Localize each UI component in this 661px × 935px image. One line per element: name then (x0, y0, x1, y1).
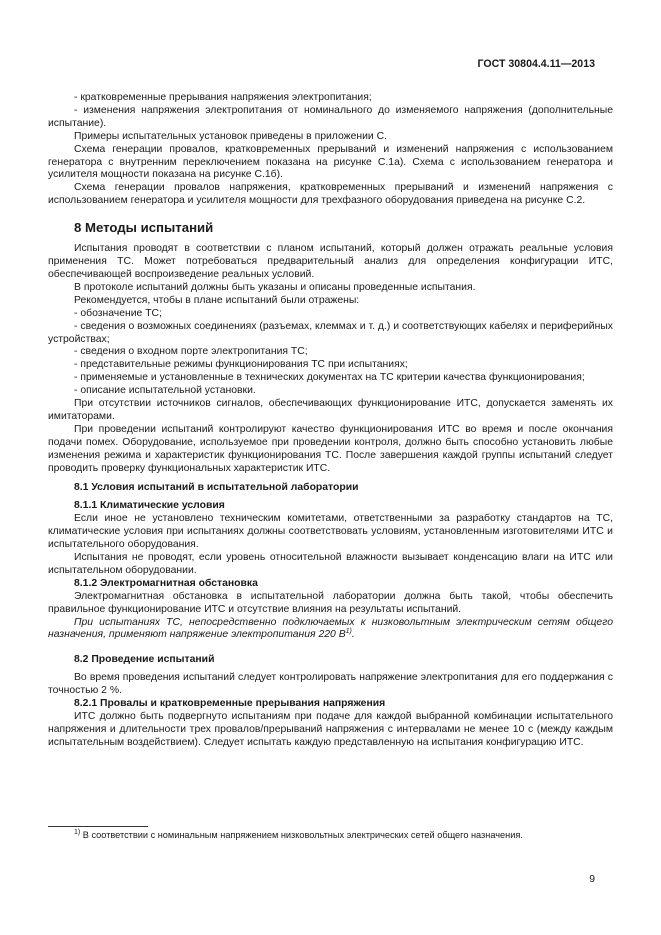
section-8-title: 8 Методы испытаний (74, 220, 214, 236)
s8-paragraph-1: Испытания проводят в соответствии с планом испытаний, который должен отражать реальные условия применения ТС. Может потребоваться предварительный анализ для определения конфигурации ИТС, обеспечивающей воспроизведение реальных условий. (48, 243, 613, 280)
s811-paragraph-1: Если иное не установлено техническим комитетами, ответственными за разработку стандартов на ТС, климатические условия при испытаниях должны соответствовать условиям, установленным изготовителями ИТС и испытательного оборудования. (48, 513, 613, 551)
s8-after-1: При отсутствии источников сигналов, обеспечивающих функционирование ИТС, допускается заменять их имитаторами. (48, 398, 613, 422)
footnote-ref[interactable]: 1) (345, 628, 352, 636)
intro-line-4: Схема генерации провалов, кратковременных прерываний и изменений напряжения с использованием генератора с внутренним переключением показана на рисунке С.1а). Схема с использованием генератора и усилителя мощности показана на рисунке С.1б). (48, 143, 613, 181)
intro-line-3: Примеры испытательных установок приведены в приложении С. (74, 130, 387, 142)
intro-line-2: - изменения напряжения электропитания от номинального до изменяемого напряжения (дополнительные испытание). (48, 104, 613, 129)
s8-list-item-1: - обозначение ТС; (74, 307, 162, 319)
s812-paragraph-2-text: При испытаниях ТС, непосредственно подключаемых к низковольтным электрическим сетям общего назначения, применяют напряжение электропитания 220 В (48, 616, 613, 641)
page-number: 9 (589, 874, 595, 885)
s821-paragraph-1: ИТС должно быть подвергнуто испытаниям при подаче для каждой выбранной комбинации испытательного напряжения и длительности трех провалов/прерываний напряжения с интервалами не менее 10 с (между каждым испытательным воздействием). Следует испытать каждую представленную на испытания конфигурацию ИТС. (48, 710, 613, 748)
footnote-text: В соответствии с номинальным напряжением низковольтных электрических сетей общего назначения. (82, 830, 523, 840)
s812-paragraph-1: Электромагнитная обстановка в испытательной лаборатории должна быть такой, чтобы обеспечить правильное функционирование ИТС и отсутствие влияния на результаты испытаний. (48, 590, 613, 615)
section-8-2-1-title: 8.2.1 Провалы и кратковременные прерывания напряжения (74, 698, 386, 710)
s811-paragraph-2: Испытания не проводят, если уровень относительной влажности вызывает конденсацию влаги на ИТС или испытательном оборудовании. (48, 552, 613, 576)
s8-list-item-4: - представительные режимы функционирования ТС при испытаниях; (74, 359, 408, 371)
section-8-1-title: 8.1 Условия испытаний в испытательной лаборатории (74, 482, 359, 494)
footnote-divider (48, 826, 148, 827)
intro-line-5: Схема генерации провалов напряжения, кратковременных прерываний и изменений напряжения с использованием генератора и усилителя мощности для трехфазного оборудования приведена на рисунке С.2. (48, 182, 613, 207)
section-8-1-1-title: 8.1.1 Климатические условия (74, 500, 225, 512)
document-header: ГОСТ 30804.4.11—2013 (477, 58, 595, 70)
s8-after-2: При проведении испытаний контролируют качество функционирования ИТС во время и после окончания подачи помех. Оборудование, используемое при проведении контроля, должно быть способно установить любые изменения режима и характеристик функционирования ТС. После завершения каждой группы испытаний следует проводить проверку функциональных характеристик ИТС. (48, 423, 613, 474)
intro-line-1: - кратковременные прерывания напряжения электропитания; (74, 92, 372, 103)
s8-list-item-2: - сведения о возможных соединениях (разъемах, клеммах и т. д.) и соответствующих кабелях и периферийных устройствах; (48, 320, 613, 345)
s8-list-item-5: - применяемые и установленные в технических документах на ТС критерии качества функционирования; (74, 372, 585, 384)
s8-paragraph-3: Рекомендуется, чтобы в плане испытаний были отражены: (74, 294, 360, 306)
footnote-mark: 1) (74, 829, 81, 836)
s82-paragraph-1: Во время проведения испытаний следует контролировать напряжение электропитания для его поддержания с точностью 2 %. (48, 672, 613, 697)
s812-paragraph-2 (48, 617, 613, 643)
s812-paragraph-2-end: . (351, 629, 355, 641)
section-8-2-title: 8.2 Проведение испытаний (74, 654, 215, 666)
s8-list-item-6: - описание испытательной установки. (74, 385, 256, 397)
s8-list-item-3: - сведения о входном порте электропитания ТС; (74, 346, 308, 358)
s8-paragraph-2: В протоколе испытаний должны быть указаны и описаны проведенные испытания. (74, 281, 476, 293)
footnote (74, 830, 614, 841)
section-8-1-2-title: 8.1.2 Электромагнитная обстановка (74, 577, 258, 589)
page-body (48, 92, 613, 750)
